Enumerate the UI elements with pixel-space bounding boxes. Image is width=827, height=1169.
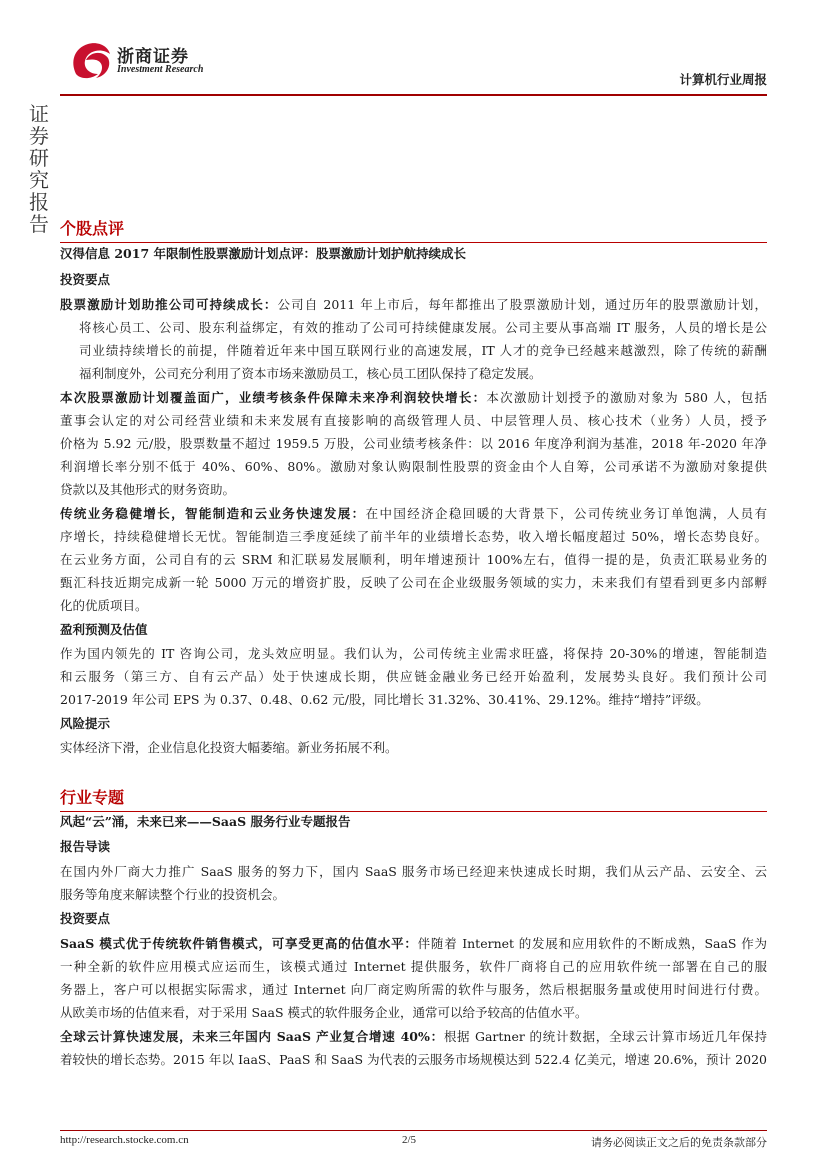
footer-divider: [60, 1130, 767, 1131]
section2-subheading-points: 投资要点: [60, 911, 111, 926]
footer-url-link[interactable]: http://research.stocke.com.cn: [60, 1134, 189, 1146]
paragraph-line: 贷款以及其他形式的财务资助。: [60, 482, 236, 497]
paragraph-line: 从欧美市场的估值来看，对于采用 SaaS 模式的软件服务企业，通常可以给予较高的估值水平。: [60, 1005, 588, 1020]
paragraph-line: 着较快的增长态势。2015 年以 IaaS、PaaS 和 SaaS 为代表的云服务市场规模达到 522.4 亿美元，增速 20.6%，预计 2020: [60, 1052, 767, 1067]
paragraph-line: 将核心员工、公司、股东利益绑定，有效的推动了公司可持续健康发展。公司主要从事高端 IT 服务，人员的增长是公: [79, 320, 767, 335]
paragraph-line: 服务等角度来解读整个行业的投资机会。: [60, 887, 286, 902]
side-label: 证券研究报告: [29, 102, 49, 236]
report-type: 计算机行业周报: [679, 72, 767, 87]
paragraph-line: SaaS 模式优于传统软件销售模式，可享受更高的估值水平：伴随着 Internet 的发展和应用软件的不断成熟，SaaS 作为: [60, 936, 767, 951]
paragraph-line: 一种全新的软件应用模式应运而生，该模式通过 Internet 提供服务，软件厂商将自己的应用软件统一部署在自己的服: [60, 959, 767, 974]
paragraph-lead: 传统业务稳健增长，智能制造和云业务快速发展：: [60, 506, 366, 521]
section1-subheading-forecast: 盈利预测及估值: [60, 622, 148, 637]
paragraph-line: 实体经济下滑，企业信息化投资大幅萎缩。新业务拓展不利。: [60, 740, 398, 755]
paragraph-line: 作为国内领先的 IT 咨询公司，龙头效应明显。我们认为，公司传统主业需求旺盛，将保持 20-30%的增速，智能制造: [60, 646, 767, 661]
paragraph-lead: 本次股票激励计划覆盖面广，业绩考核条件保障未来净利润较快增长：: [60, 390, 487, 405]
brand-name: 浙商证券: [117, 47, 189, 67]
section1-subheading-risk: 风险提示: [60, 716, 111, 731]
paragraph-line: 价格为 5.92 元/股，股票数量不超过 1959.5 万股，公司业绩考核条件：以 2016 年度净利润为基准，2018 年-2020 年净: [60, 436, 767, 451]
paragraph-line: 利润增长率分别不低于 40%、60%、80%。激励对象认购限制性股票的资金由个人自筹，公司承诺不为激励对象提供: [60, 459, 767, 474]
paragraph-lead: 股票激励计划助推公司可持续成长：: [60, 297, 278, 312]
footer-disclaimer: 请务必阅读正文之后的免责条款部分: [591, 1136, 767, 1149]
section2-headline: 风起“云”涌，未来已来——SaaS 服务行业专题报告: [60, 814, 351, 829]
section1-headline: 汉得信息 2017 年限制性股票激励计划点评：股票激励计划护航持续成长: [60, 246, 466, 261]
paragraph-lead: SaaS 模式优于传统软件销售模式，可享受更高的估值水平：: [60, 936, 418, 951]
paragraph-line: 本次股票激励计划覆盖面广，业绩考核条件保障未来净利润较快增长：本次激励计划授予的激励对象为 580 人，包括: [60, 390, 767, 405]
paragraph-line: 在国内外厂商大力推广 SaaS 服务的努力下，国内 SaaS 服务市场已经迎来快速成长时期，我们从云产品、云安全、云: [60, 864, 767, 879]
paragraph-line: 和云服务（第三方、自有云产品）处于快速成长期，供应链金融业务已经开始盈利，发展势头良好。我们预计公司: [60, 669, 767, 684]
paragraph-line: 股票激励计划助推公司可持续成长：公司自 2011 年上市后，每年都推出了股票激励计划，通过历年的股票激励计划，: [60, 297, 767, 312]
paragraph-line: 化的优质项目。: [60, 598, 148, 613]
paragraph-line: 福利制度外，公司充分利用了资本市场来激励员工，核心员工团队保持了稳定发展。: [79, 366, 542, 381]
paragraph-line: 务器上，客户可以根据实际需求，通过 Internet 向厂商定购所需的软件与服务，然后根据服务量或使用时间进行付费。: [60, 982, 767, 997]
paragraph-line: 在云业务方面，公司自有的云 SRM 和汇联易发展顺利，明年增速预计 100%左右，值得一提的是，负责汇联易业务的: [60, 552, 767, 567]
section-title-industry-topic: 行业专题: [60, 785, 767, 812]
section2-subheading-guide: 报告导读: [60, 839, 111, 854]
paragraph-line: 甄汇科技近期完成新一轮 5000 万元的增资扩股，反映了公司在企业级服务领域的实力，未来我们有望看到更多内部孵: [60, 575, 767, 590]
brand-english-name: Investment Research: [117, 64, 204, 75]
brand-logo-icon: [68, 38, 116, 82]
paragraph-line: 2017-2019 年公司 EPS 为 0.37、0.48、0.62 元/股，同比增长 31.32%、30.41%、29.12%。维持“增持”评级。: [60, 692, 709, 707]
page-number: 2/5: [402, 1134, 417, 1146]
section-title-stock-review: 个股点评: [60, 216, 767, 243]
paragraph-line: 司业绩持续增长的前提，伴随着近年来中国互联网行业的高速发展，IT 人才的竞争已经越来越激烈，除了传统的薪酬: [79, 343, 767, 358]
header-divider: [60, 94, 767, 96]
paragraph-line: 传统业务稳健增长，智能制造和云业务快速发展：在中国经济企稳回暖的大背景下，公司传统业务订单饱满，人员有: [60, 506, 767, 521]
section1-subheading-points: 投资要点: [60, 272, 111, 287]
paragraph-line: 序增长，持续稳健增长无忧。智能制造三季度延续了前半年的业绩增长态势，收入增长幅度超过 50%，增长态势良好。: [60, 529, 767, 544]
paragraph-lead: 全球云计算快速发展，未来三年国内 SaaS 产业复合增速 40%：: [60, 1029, 444, 1044]
paragraph-line: 董事会认定的对公司经营业绩和未来发展有直接影响的高级管理人员、中层管理人员、核心技术（业务）人员，授予: [60, 413, 767, 428]
paragraph-line: 全球云计算快速发展，未来三年国内 SaaS 产业复合增速 40%：根据 Gartner 的统计数据，全球云计算市场近几年保持: [60, 1029, 767, 1044]
